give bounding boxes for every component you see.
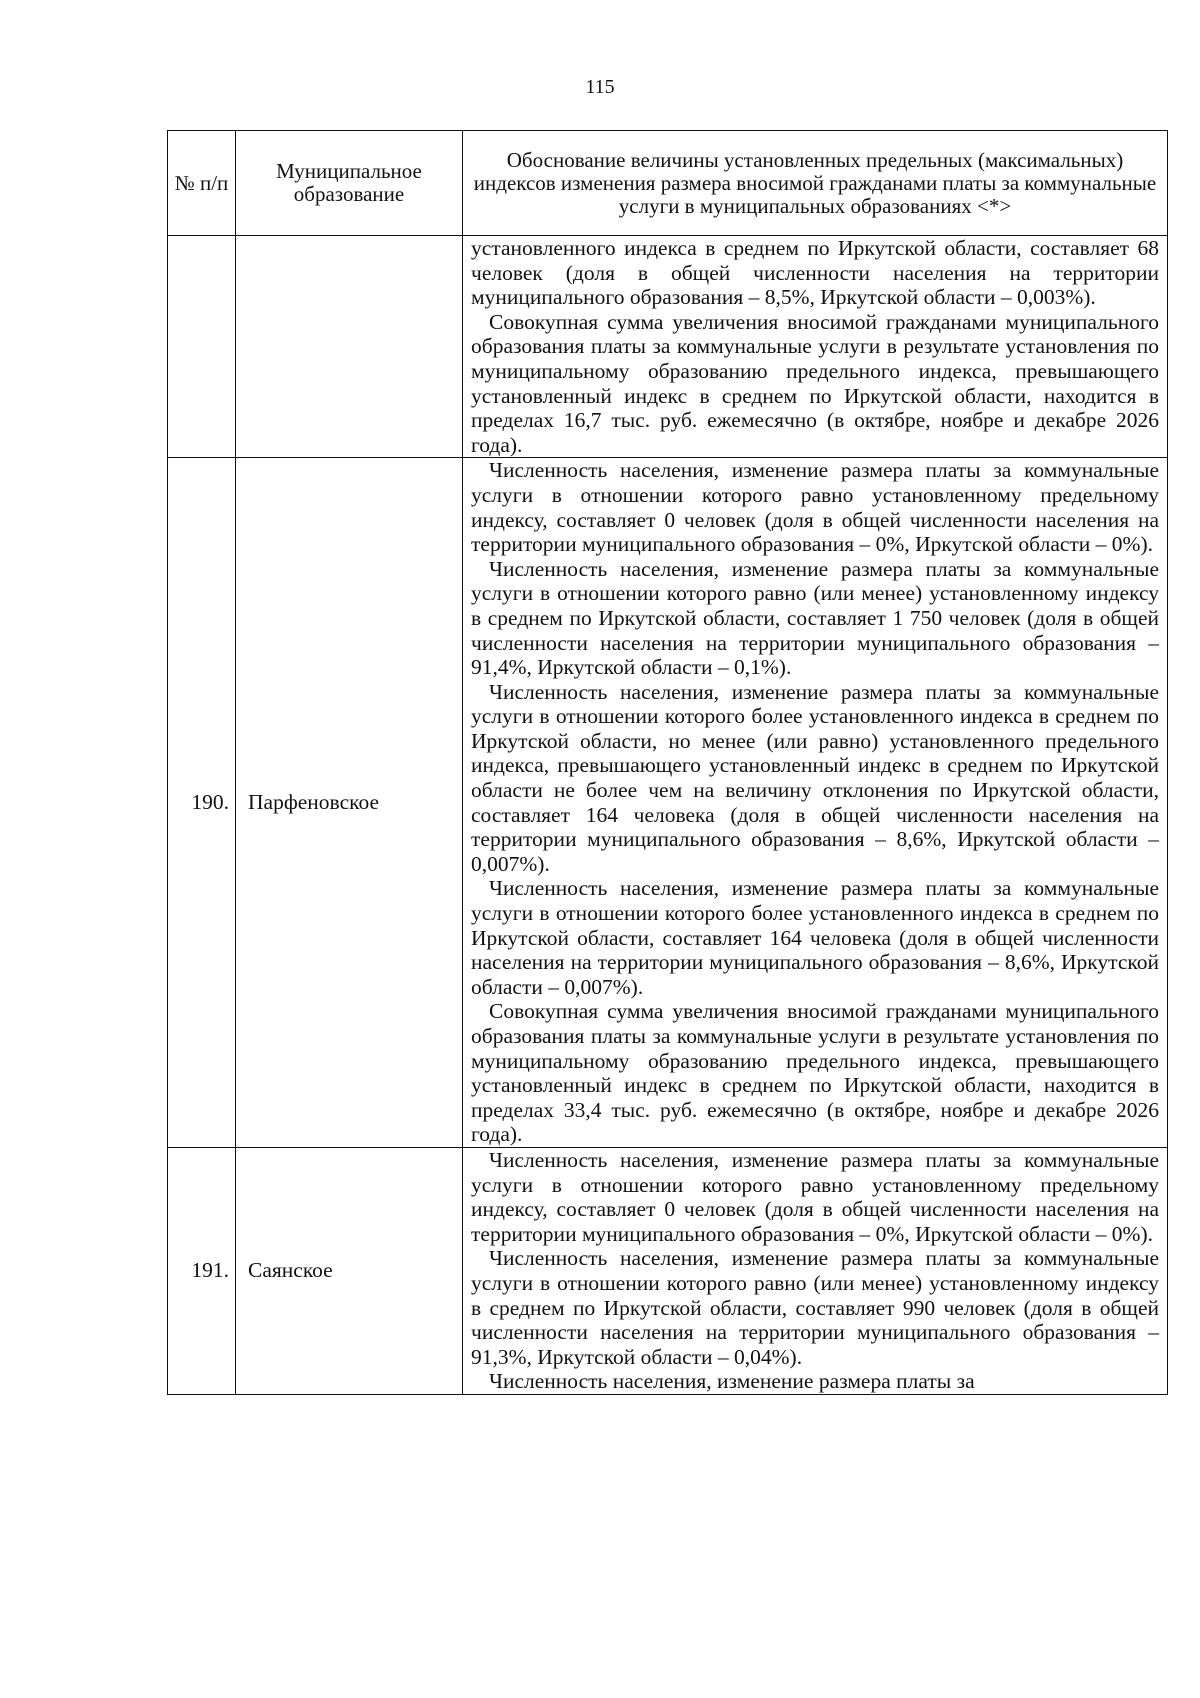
- table-row: [168, 458, 1168, 1148]
- header-justification: Обоснование величины установленных предельных (максимальных) индексов изменения размера вносимой гражданами платы за коммунальные услуги в муниципальных образованиях <*>: [463, 131, 1168, 236]
- row-justification: [463, 236, 1168, 458]
- row-number: 190.: [168, 458, 236, 1148]
- paragraph: Численность населения, изменение размера платы за коммунальные услуги в отношении которого равно (или менее) установленному индексу в среднем по Иркутской области, составляет 990 человек (доля в общей численности населения на территории муниципального образования – 91,3%, Иркутской области – 0,04%).: [471, 1246, 1159, 1369]
- justification-table: [167, 130, 1168, 1395]
- row-justification: [463, 1147, 1168, 1394]
- paragraph: Численность населения, изменение размера платы за коммунальные услуги в отношении которого равно (или менее) установленному индексу в среднем по Иркутской области, составляет 1 750 человек (доля в общей численности населения на территории муниципального образования – 91,4%, Иркутской области – 0,1%).: [471, 556, 1159, 680]
- row-number: 191.: [168, 1147, 236, 1394]
- header-municipality: Муниципальное образование: [236, 131, 463, 236]
- paragraph: Численность населения, изменение размера платы за коммунальные услуги в отношении которого более установленного индекса в среднем по Иркутской области, составляет 164 человека (доля в общей численности населения на территории муниципального образования – 8,6%, Иркутской области – 0,007%).: [471, 876, 1159, 999]
- table-row: [168, 1147, 1168, 1394]
- header-num: № п/п: [168, 131, 236, 236]
- page-number: 115: [585, 76, 615, 98]
- row-number: [168, 236, 236, 458]
- paragraph: Совокупная сумма увеличения вносимой гражданами муниципального образования платы за коммунальные услуги в результате установления по муниципальному образованию предельного индекса, превышающего установленный индекс в среднем по Иркутской области, находится в пределах 33,4 тыс. руб. ежемесячно (в октябре, ноябре и декабре 2026 года).: [471, 999, 1159, 1147]
- row-municipality: Парфеновское: [236, 458, 463, 1148]
- table-header-row: [168, 131, 1168, 236]
- row-justification: [463, 458, 1168, 1148]
- paragraph: Совокупная сумма увеличения вносимой гражданами муниципального образования платы за коммунальные услуги в результате установления по муниципальному образованию предельного индекса, превышающего установленный индекс в среднем по Иркутской области, находится в пределах 16,7 тыс. руб. ежемесячно (в октябре, ноябре и декабре 2026 года).: [471, 309, 1159, 457]
- paragraph: Численность населения, изменение размера платы за коммунальные услуги в отношении которого равно установленному предельному индексу, составляет 0 человек (доля в общей численности населения на территории муниципального образования – 0%, Иркутской области – 0%).: [471, 1147, 1159, 1246]
- paragraph: Численность населения, изменение размера платы за: [489, 1369, 975, 1394]
- table-row: [168, 236, 1168, 458]
- paragraph: Численность населения, изменение размера платы за коммунальные услуги в отношении которого равно установленному предельному индексу, составляет 0 человек (доля в общей численности населения на территории муниципального образования – 0%, Иркутской области – 0%).: [471, 458, 1159, 557]
- paragraph: установленного индекса в среднем по Иркутской области, составляет 68 человек (доля в общей численности населения на территории муниципального образования – 8,5%, Иркутской области – 0,003%).: [471, 236, 1159, 310]
- row-municipality: [236, 236, 463, 458]
- paragraph: Численность населения, изменение размера платы за коммунальные услуги в отношении которого более установленного индекса в среднем по Иркутской области, но менее (или равно) установленного предельного индекса, превышающего установленный индекс в среднем по Иркутской области не более чем на величину отклонения по Иркутской области, составляет 164 человека (доля в общей численности населения на территории муниципального образования – 8,6%, Иркутской области – 0,007%).: [471, 679, 1159, 876]
- row-municipality: Саянское: [236, 1147, 463, 1394]
